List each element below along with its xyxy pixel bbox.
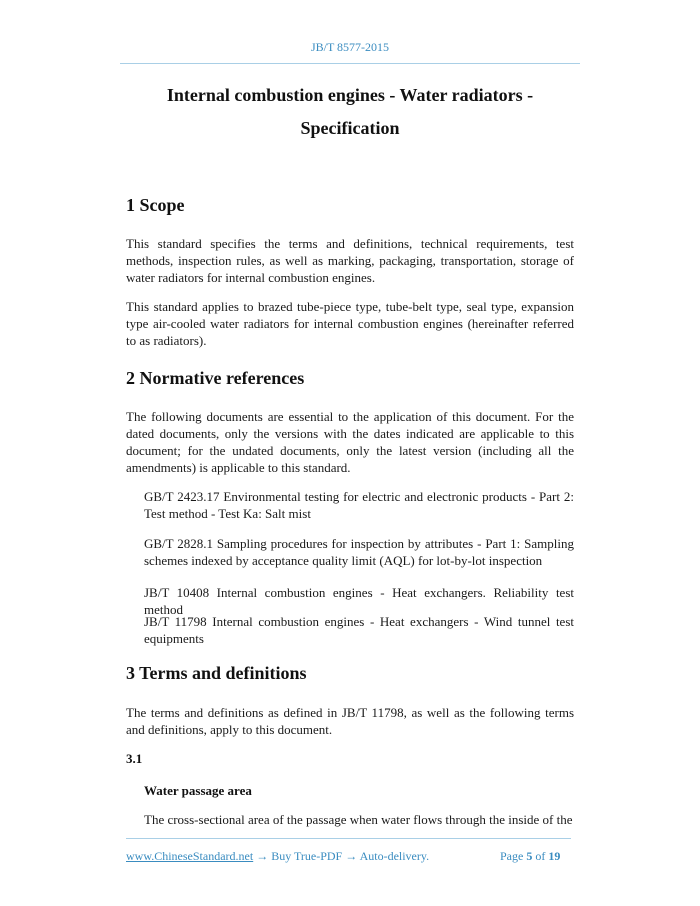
page-of-label: of [535,849,546,863]
page-indicator [500,849,560,864]
section-heading-scope: 1 Scope [126,195,185,215]
document-title-line-2: Specification [300,118,400,138]
document-code-header: JB/T 8577-2015 [310,40,390,54]
reference-item: GB/T 2423.17 Environmental testing for electric and electronic products - Part 2: Test method - Test Ka: Salt mist [144,489,574,521]
term-name: Water passage area [144,783,252,798]
page-current: 5 [526,849,533,863]
section-heading-terms-definitions: 3 Terms and definitions [126,663,307,683]
scope-paragraph-2: This standard applies to brazed tube-piece type, tube-belt type, seal type, expansion type air-cooled water radiators for internal combustion engines (hereinafter referred to as radiators). [126,299,574,348]
footer-divider [126,838,571,839]
reference-item: JB/T 11798 Internal combustion engines - Heat exchangers - Wind tunnel test equipments [144,614,574,646]
term-number: 3.1 [126,751,143,766]
section-heading-normative-references: 2 Normative references [126,368,305,388]
website-link[interactable]: www.ChineseStandard.net [126,849,254,863]
page-total: 19 [548,849,561,863]
terms-intro-paragraph: The terms and definitions as defined in JB/T 11798, as well as the following terms and definitions, apply to this document. [126,705,574,737]
page-label: Page [500,849,524,863]
scope-paragraph-1: This standard specifies the terms and definitions, technical requirements, test methods, inspection rules, as well as marking, packaging, transportation, storage of water radiators for internal combustion engines. [126,236,574,285]
footer-promo-text: → Buy True-PDF → Auto-delivery. [253,849,430,863]
header-divider [120,63,580,64]
normative-intro-paragraph: The following documents are essential to the application of this document. For the dated documents, only the versions with the dates indicated are applicable to this document; for the undated documents, only the latest version (including all the amendments) is applicable to this standard. [126,409,574,475]
document-title-line-1: Internal combustion engines - Water radiators - [166,85,534,105]
footer-promo [126,849,429,864]
reference-item: JB/T 10408 Internal combustion engines - Heat exchangers. Reliability test method [144,585,574,617]
reference-item: GB/T 2828.1 Sampling procedures for inspection by attributes - Part 1: Sampling schemes indexed by acceptance quality limit (AQL) for lot-by-lot inspection [144,536,574,568]
term-definition: The cross-sectional area of the passage when water flows through the inside of the [144,812,573,827]
